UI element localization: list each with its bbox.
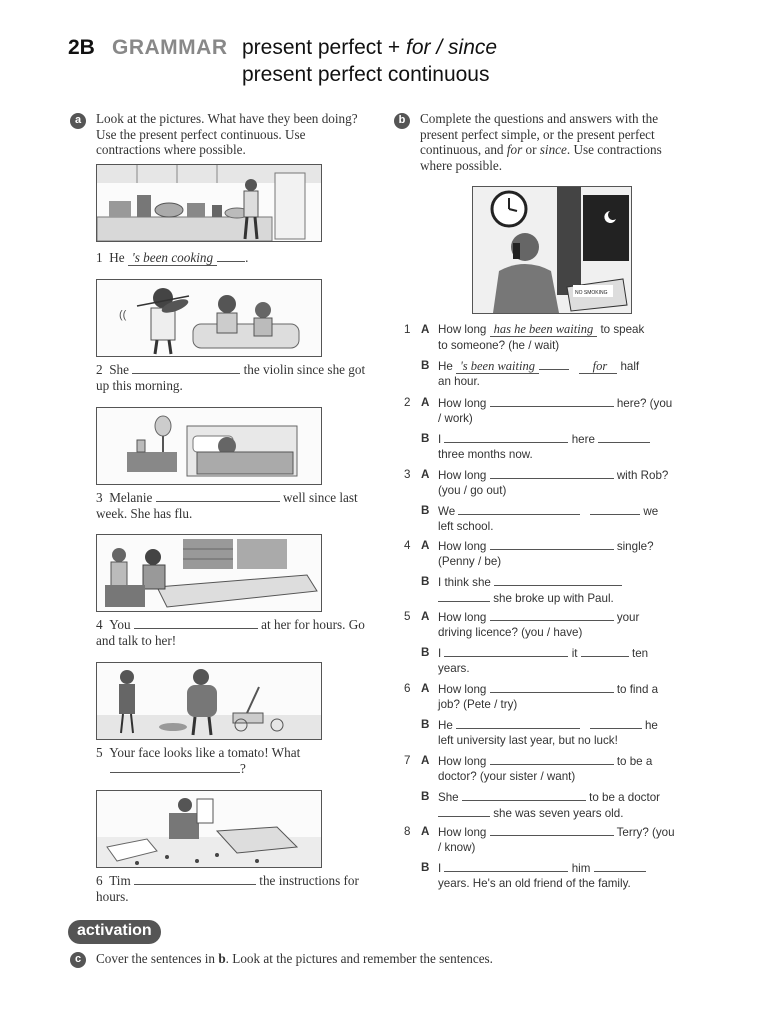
answer-blank[interactable] [462, 789, 586, 801]
picture-office [96, 534, 322, 612]
answer-blank[interactable] [156, 490, 280, 502]
exercise-a-1: 1 He 's been cooking . [96, 250, 249, 265]
picture-sick-in-bed [96, 407, 322, 485]
title-line-2: present perfect continuous [242, 63, 490, 86]
badge-a: a [70, 113, 86, 129]
badge-b: b [394, 113, 410, 129]
page-header [68, 36, 688, 92]
answer-blank[interactable] [490, 681, 614, 693]
picture-instructions [96, 790, 322, 868]
answer-blank[interactable] [494, 574, 622, 586]
answer-blank[interactable] [132, 362, 240, 374]
activation-label: activation [68, 920, 161, 944]
answer-blank[interactable] [590, 717, 642, 729]
answer-blank[interactable] [490, 609, 614, 621]
example-answer: 's been cooking [128, 250, 217, 266]
badge-c: c [70, 952, 86, 968]
exercise-a-2: 2 She the violin since she got up this morning. [96, 362, 366, 393]
picture-violin [96, 279, 322, 357]
answer-blank[interactable] [490, 538, 614, 550]
example-answer: has he been waiting [490, 322, 598, 337]
answer-blank[interactable] [217, 250, 245, 262]
answer-blank[interactable] [134, 617, 258, 629]
activation-instruction: Cover the sentences in b. Look at the pictures and remember the sentences. [96, 951, 493, 966]
answer-blank[interactable] [458, 503, 580, 515]
answer-blank[interactable] [456, 717, 580, 729]
picture-exercise [96, 662, 322, 740]
exercise-b-list: 1 A How long has he been waiting to speak to someone? (he / wait) B He 's been waiting for half an hour. 2 A How long here? (you / work) B I here three months now. 3 A How long with Rob? (you / go out) B We we left school. 4 A How long single? (Penny / be) B I think she she broke up with Paul. 5 A How long your driving licence? (you / have) B I it ten years. 6 A How long to find a job? (Pete / try) B He he left university last year, but no luck! 7 A How long to be a doctor? (your sister / want) B She to be a doctor she was seven years old. 8 A How long Terry? (you / know) B I him years. He's an old friend of the family. [404, 322, 675, 890]
title-line-1: present perfect + for / since [242, 36, 498, 59]
answer-blank[interactable] [444, 645, 568, 657]
answer-blank[interactable] [598, 431, 650, 443]
answer-blank[interactable] [490, 395, 614, 407]
answer-blank[interactable] [490, 753, 614, 765]
instruction-b: Complete the questions and answers with the present perfect simple, or the present perfect continuous, and for or since. Use contractions where possible. [420, 111, 662, 173]
exercise-a-4: 4 You at her for hours. Go and talk to her! [96, 617, 365, 648]
section-title: GRAMMAR [112, 36, 228, 59]
exercise-a-3: 3 Melanie well since last week. She has flu. [96, 490, 358, 521]
answer-blank[interactable] [444, 431, 568, 443]
answer-blank[interactable] [444, 860, 568, 872]
answer-blank[interactable] [438, 590, 490, 602]
answer-blank[interactable] [590, 503, 640, 515]
answer-blank[interactable] [438, 805, 490, 817]
picture-waiting-phone [472, 186, 632, 314]
svg-text:((: (( [119, 309, 127, 321]
unit-code: 2B [68, 36, 95, 59]
answer-blank[interactable] [490, 824, 614, 836]
answer-blank[interactable] [134, 873, 256, 885]
no-smoking-sign: NO SMOKING [575, 290, 608, 296]
picture-cooking [96, 164, 322, 242]
answer-blank[interactable] [110, 761, 240, 773]
exercise-a-6: 6 Tim the instructions for hours. [96, 873, 359, 904]
answer-blank[interactable] [490, 467, 614, 479]
exercise-a-5: 5 Your face looks like a tomato! What ? [96, 745, 301, 776]
answer-blank[interactable] [581, 645, 629, 657]
instruction-a: Look at the pictures. What have they been doing? Use the present perfect continuous. Use contractions where possible. [96, 111, 358, 157]
answer-blank[interactable] [594, 860, 646, 872]
